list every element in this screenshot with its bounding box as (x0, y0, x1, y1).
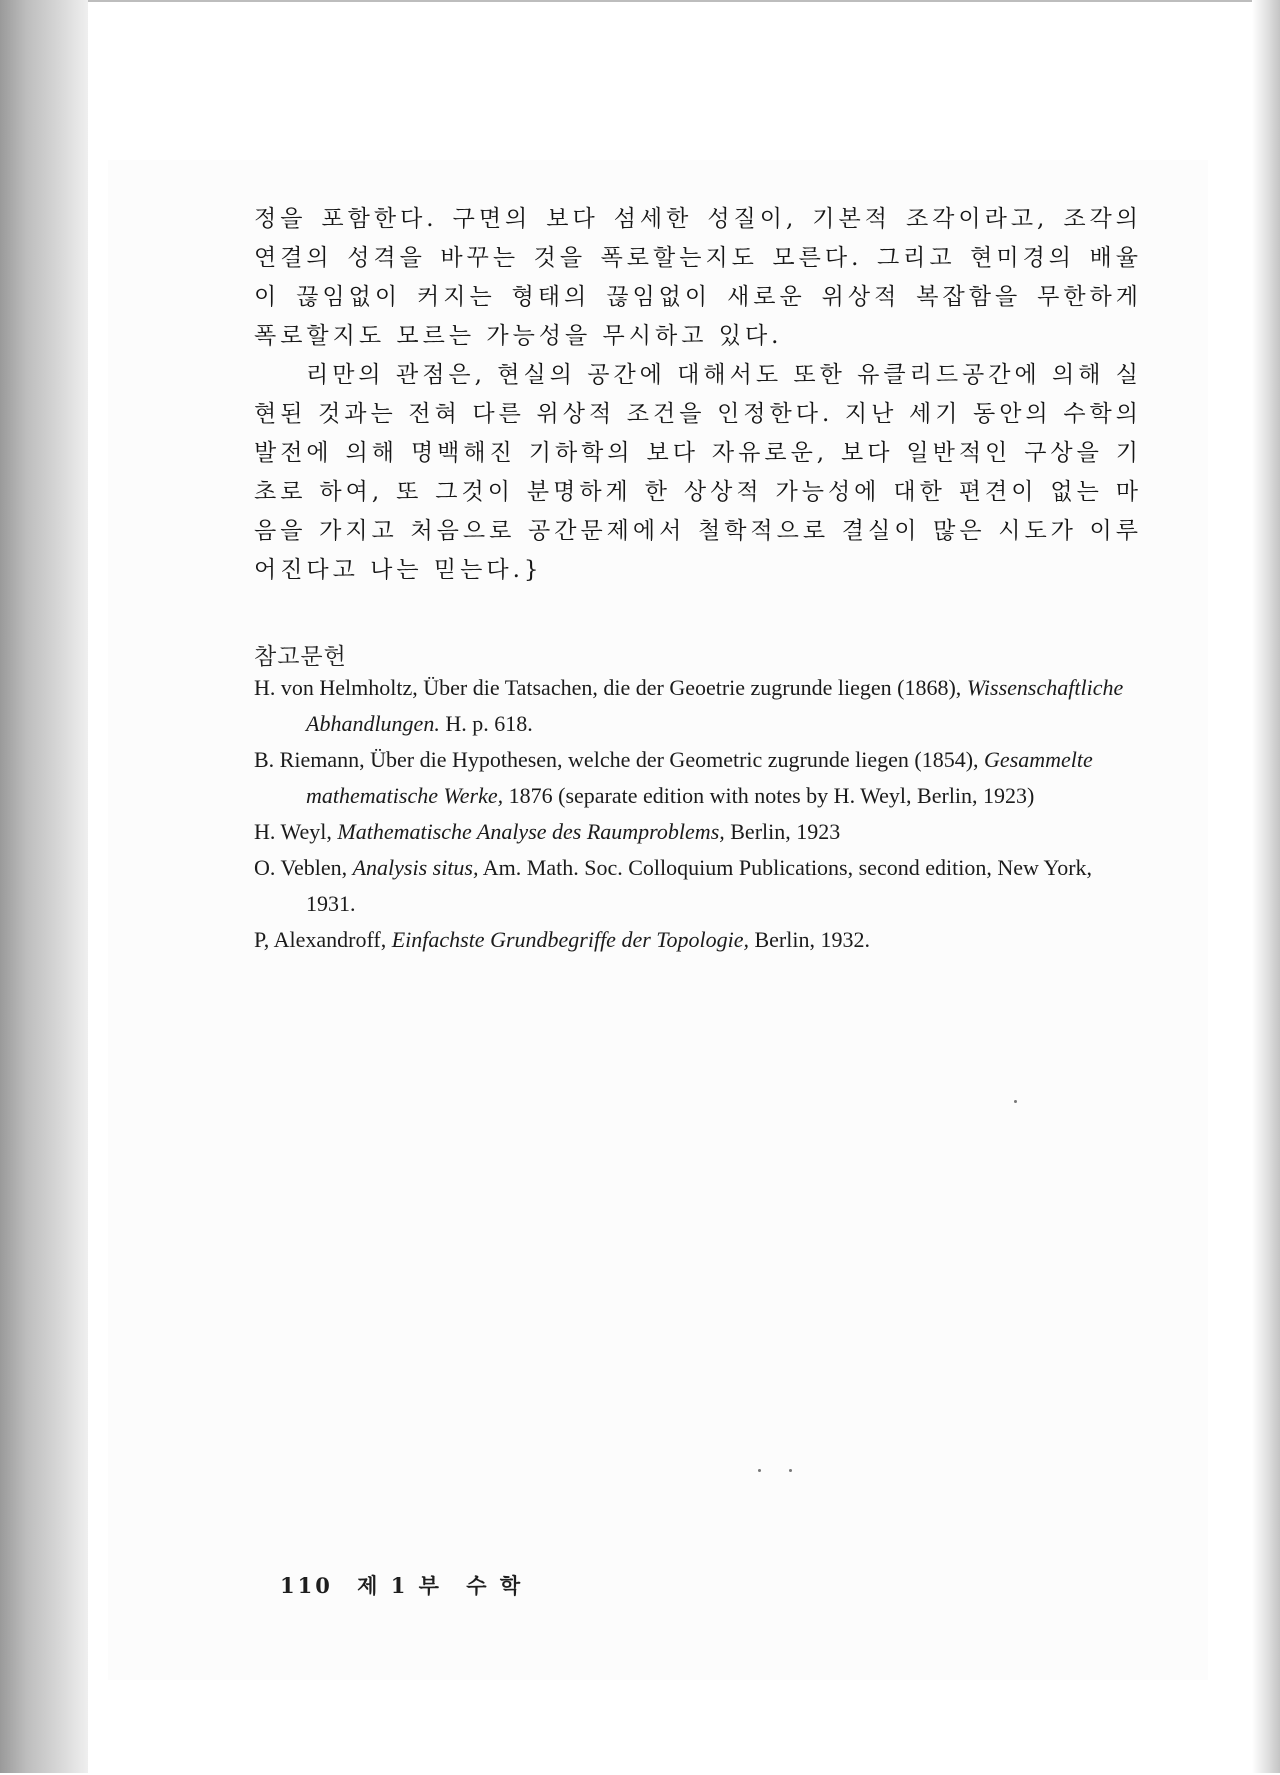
paragraph-2: 리만의 관점은, 현실의 공간에 대해서도 또한 유클리드공간에 의해 실현된 것과는 전혀 다른 위상적 조건을 인정한다. 지난 세기 동안의 수학의 발전에 의해 명백해진 기하학의 보다 자유로운, 보다 일반적인 구상을 기초로 하여, 또 그것이 분명하게 한 상상적 가능성에 대한 편견이 없는 마음을 가지고 처음으로 공간문제에서 철학적으로 결실이 많은 시도가 이루어진다고 나는 믿는다.} (254, 362, 1142, 583)
reference-tail: Berlin, 1923 (724, 819, 841, 844)
reference-item (254, 670, 1142, 742)
reference-tail: Berlin, 1932. (748, 927, 870, 952)
reference-item (254, 814, 1142, 850)
reference-title: Analysis situs, (352, 855, 479, 880)
section-label: 수 학 (466, 1573, 524, 1598)
reference-text: H. Weyl, (254, 819, 338, 844)
reference-title: Einfachste Grundbegriffe der Topologie, (391, 927, 749, 952)
reference-item (254, 922, 1142, 958)
part-label: 제 1 부 (357, 1573, 442, 1598)
reference-tail: 1876 (separate edition with notes by H. Weyl, Berlin, 1923) (503, 783, 1035, 808)
reference-title: Gesammelte mathematische Werke, (306, 747, 1093, 808)
scan-speck (789, 1469, 792, 1472)
reference-text: H. von Helmholtz, Über die Tatsachen, die der Geoetrie zugrunde liegen (1868), (254, 675, 967, 700)
page-edge-right (1252, 0, 1280, 1773)
reference-tail: Am. Math. Soc. Colloquium Publications, second edition, New York, 1931. (306, 855, 1093, 916)
reference-text: P, Alexandroff, (254, 927, 392, 952)
reference-title: Wissenschaftliche Abhandlungen. (306, 675, 1124, 736)
page-number: 110 (280, 1573, 333, 1598)
scan-speck (758, 1469, 761, 1472)
paragraph-1: 정을 포함한다. 구면의 보다 섬세한 성질이, 기본적 조각이라고, 조각의 연결의 성격을 바꾸는 것을 폭로할는지도 모른다. 그리고 현미경의 배율이 끊임없이 커지는 형태의 끊임없이 새로운 위상적 복잡함을 무한하게 폭로할지도 모르는 가능성을 무시하고 있다. (254, 206, 1142, 349)
reference-text: O. Veblen, (254, 855, 353, 880)
reference-text: B. Riemann, Über die Hypothesen, welche der Geometric zugrunde liegen (1854), (254, 747, 985, 772)
body-text (254, 200, 1142, 590)
reference-item (254, 742, 1142, 814)
reference-title: Mathematische Analyse des Raumproblems, (337, 819, 725, 844)
page-edge-left (0, 0, 88, 1773)
references-list (254, 670, 1142, 958)
page-footer (280, 1570, 537, 1600)
reference-item (254, 850, 1142, 922)
references-title: 참고문헌 (254, 644, 347, 670)
scan-speck (1014, 1100, 1017, 1103)
reference-tail: H. p. 618. (439, 711, 533, 736)
